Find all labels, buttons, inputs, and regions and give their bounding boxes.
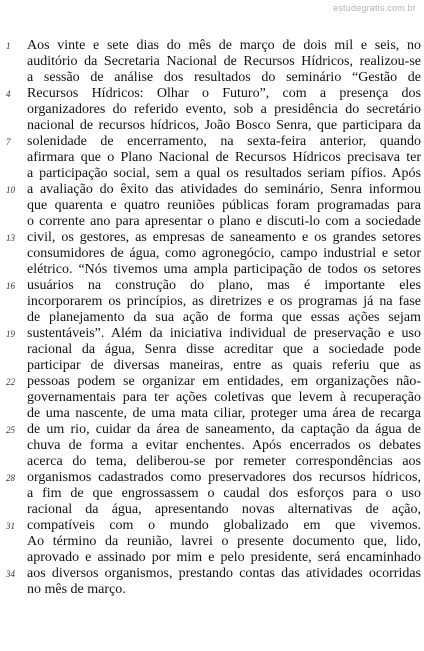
text-line — [0, 262, 424, 278]
text-line — [0, 134, 424, 150]
line-text: governamentais para ter ações coletivas que levem à recuperação — [27, 390, 421, 405]
line-text: racional da água, apresentando novas alternativas de ação, — [27, 502, 421, 517]
text-line — [0, 214, 424, 230]
line-number: 1 — [6, 41, 11, 51]
line-text: que quarenta e quatro reuniões públicas foram programadas para — [27, 198, 421, 213]
text-line — [0, 518, 424, 534]
text-line — [0, 406, 424, 422]
line-number: 13 — [6, 233, 15, 243]
line-text: a participação social, sem a qual os resultados seriam pífios. Após — [27, 166, 421, 181]
text-line — [0, 102, 424, 118]
text-line — [0, 278, 424, 294]
text-line — [0, 294, 424, 310]
line-number: 28 — [6, 473, 15, 483]
line-text: Recursos Hídricos: Olhar o Futuro”, com a presença dos — [27, 86, 421, 101]
line-text: afirmara que o Plano Nacional de Recursos Hídricos precisava ter — [27, 150, 421, 165]
text-line — [0, 438, 424, 454]
line-text: nacional de recursos hídricos, João Bosco Senra, que participara da — [27, 118, 421, 133]
text-line — [0, 38, 424, 54]
line-text: organizadores do referido evento, sob a presidência do secretário — [27, 102, 421, 117]
line-number: 19 — [6, 329, 15, 339]
line-text: compatíveis com o mundo globalizado em que vivemos. — [27, 518, 421, 533]
line-text: consumidores de água, como agronegócio, campo industrial e setor — [27, 246, 421, 261]
text-line — [0, 118, 424, 134]
text-line — [0, 246, 424, 262]
line-text: no mês de março. — [27, 582, 126, 597]
text-line — [0, 502, 424, 518]
text-line — [0, 534, 424, 550]
text-line — [0, 486, 424, 502]
text-line — [0, 566, 424, 582]
line-text: incorporarem os princípios, as diretrizes e os programas já na fase — [27, 294, 421, 309]
line-text: pessoas podem se organizar em entidades, em organizações não- — [27, 374, 421, 389]
line-number: 22 — [6, 377, 15, 387]
line-text: participar de diversas maneiras, entre as quais referiu que as — [27, 358, 421, 373]
text-line — [0, 358, 424, 374]
text-line — [0, 422, 424, 438]
text-line — [0, 326, 424, 342]
text-line — [0, 582, 424, 598]
line-text: elétrico. “Nós tivemos uma ampla participação de todos os setores — [27, 262, 421, 277]
line-text: racional da água, Senra disse acreditar que a sociedade pode — [27, 342, 421, 357]
text-line — [0, 70, 424, 86]
line-text: sustentáveis”. Além da iniciativa individual de preservação e uso — [27, 326, 421, 341]
line-number: 25 — [6, 425, 15, 435]
line-text: aprovado e assinado por mim e pelo presidente, será encaminhado — [27, 550, 421, 565]
line-number: 16 — [6, 281, 15, 291]
text-line — [0, 550, 424, 566]
line-text: usuários na construção do plano, mas é importante eles — [27, 278, 421, 293]
text-line — [0, 230, 424, 246]
line-number: 4 — [6, 89, 11, 99]
line-number: 7 — [6, 137, 11, 147]
line-text: a fim de que engrossassem o caudal dos esforços para o uso — [27, 486, 421, 501]
line-text: de planejamento da sua ação de forma que essas ações sejam — [27, 310, 421, 325]
line-text: Ao término da reunião, lavrei o presente documento que, lido, — [27, 534, 421, 549]
line-text: de um rio, cuidar da área de saneamento, da captação da água de — [27, 422, 421, 437]
text-line — [0, 182, 424, 198]
text-line — [0, 310, 424, 326]
text-line — [0, 390, 424, 406]
line-text: auditório da Secretaria Nacional de Recursos Hídricos, realizou-se — [27, 54, 421, 69]
line-text: o corrente ano para apresentar o plano e discuti-lo com a sociedade — [27, 214, 421, 229]
cropped-footer-text — [220, 643, 424, 651]
text-line — [0, 166, 424, 182]
line-text: chuva de forma a evitar enchentes. Após encerrados os debates — [27, 438, 421, 453]
text-line — [0, 198, 424, 214]
document-body — [0, 38, 424, 598]
text-line — [0, 470, 424, 486]
site-watermark: estudegratis.com.br — [333, 3, 416, 13]
line-text: a avaliação do êxito das atividades do seminário, Senra informou — [27, 182, 421, 197]
line-number: 10 — [6, 185, 15, 195]
line-number: 34 — [6, 569, 15, 579]
line-text: acerca do tema, deliberou-se por remeter correspondências aos — [27, 454, 421, 469]
line-text: aos diversos organismos, prestando contas das atividades ocorridas — [27, 566, 421, 581]
line-number: 31 — [6, 521, 15, 531]
text-line — [0, 374, 424, 390]
text-line — [0, 454, 424, 470]
text-line — [0, 150, 424, 166]
text-line — [0, 54, 424, 70]
text-line — [0, 342, 424, 358]
text-line — [0, 86, 424, 102]
line-text: Aos vinte e sete dias do mês de março de dois mil e seis, no — [27, 38, 421, 53]
line-text: civil, os gestores, as empresas de saneamento e os grandes setores — [27, 230, 421, 245]
line-text: organismos cadastrados como preservadores dos recursos hídricos, — [27, 470, 421, 485]
line-text: a sessão de análise dos resultados do seminário “Gestão de — [27, 70, 421, 85]
line-text: de uma nascente, de uma mata ciliar, proteger uma área de recarga — [27, 406, 421, 421]
line-text: solenidade de encerramento, na sexta-feira anterior, quando — [27, 134, 421, 149]
